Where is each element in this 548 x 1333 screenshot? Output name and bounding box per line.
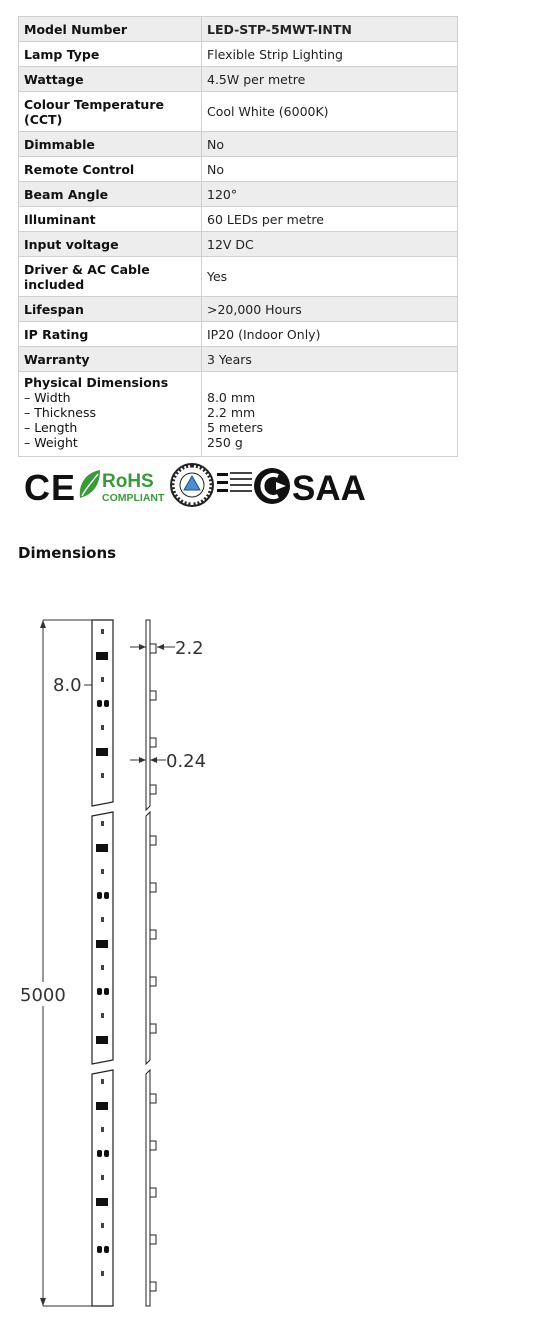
saa-logo: [254, 468, 366, 508]
spec-value: Cool White (6000K): [202, 92, 458, 132]
resistor-icon: [101, 1127, 104, 1132]
spec-row: [19, 92, 458, 132]
spec-label: Remote Control: [19, 157, 202, 182]
length-label: – Length: [24, 420, 78, 435]
spec-value: Flexible Strip Lighting: [202, 42, 458, 67]
spec-label: Lifespan: [19, 297, 202, 322]
side-led-icon: [150, 1188, 156, 1197]
led-chip-icon: [96, 844, 108, 852]
certification-logos: [20, 460, 368, 510]
side-led-icon: [150, 1024, 156, 1033]
spec-label: Beam Angle: [19, 182, 202, 207]
side-led-icon: [150, 1094, 156, 1103]
side-led-icon: [150, 644, 156, 653]
saa-text: SAA: [292, 469, 366, 508]
length-dimension: [20, 620, 92, 1306]
side-led-icon: [150, 1235, 156, 1244]
resistor-icon: [101, 1223, 104, 1228]
weight-label: – Weight: [24, 435, 78, 450]
side-led-icon: [150, 883, 156, 892]
resistor-icon: [101, 869, 104, 874]
spec-value: LED-STP-5MWT-INTN: [202, 17, 458, 42]
tuv-seal-icon: [171, 464, 213, 506]
led-chip-icon: [96, 1036, 108, 1044]
thickness-dim-label: 2.2: [175, 638, 204, 659]
resistor-icon: [101, 965, 104, 970]
rohs-compliant-text: COMPLIANT: [102, 492, 165, 504]
side-led-icon: [150, 691, 156, 700]
resistor-icon: [101, 629, 104, 634]
resistor-icon: [101, 821, 104, 826]
spec-row-physical: [19, 372, 458, 457]
spec-row: [19, 182, 458, 207]
spec-value: 4.5W per metre: [202, 67, 458, 92]
side-led-icon: [150, 738, 156, 747]
led-chip-icon: [96, 748, 108, 756]
spec-label: Warranty: [19, 347, 202, 372]
spec-row: [19, 132, 458, 157]
safety-approved-mark-icon: [217, 472, 252, 492]
rohs-logo: [80, 470, 165, 504]
spec-label: IP Rating: [19, 322, 202, 347]
thickness-dimension: [130, 638, 204, 659]
spec-row: [19, 42, 458, 67]
spec-label: Input voltage: [19, 232, 202, 257]
resistor-icon: [101, 1079, 104, 1084]
width-label: – Width: [24, 390, 71, 405]
spec-label: Driver & AC Cable included: [19, 257, 202, 297]
spec-value: 120°: [202, 182, 458, 207]
width-dim-label: 8.0: [53, 675, 82, 696]
dimensions-heading: Dimensions: [18, 544, 117, 562]
strip-front-view: [92, 620, 113, 1306]
spec-label: Illuminant: [19, 207, 202, 232]
physical-dimensions-header: Physical Dimensions: [24, 375, 169, 390]
resistor-icon: [101, 677, 104, 682]
spec-value: 3 Years: [202, 347, 458, 372]
spec-label: Wattage: [19, 67, 202, 92]
weight-value: 250 g: [207, 435, 243, 450]
ce-mark: CE: [24, 467, 77, 508]
spec-table: [18, 16, 458, 457]
spec-value: Yes: [202, 257, 458, 297]
side-led-icon: [150, 977, 156, 986]
spec-value: No: [202, 157, 458, 182]
pcb-thickness-dim-label: 0.24: [166, 751, 207, 772]
spec-row: [19, 67, 458, 92]
spec-value: 60 LEDs per metre: [202, 207, 458, 232]
led-chip-icon: [96, 652, 108, 660]
pcb-thickness-dimension: [130, 751, 206, 772]
resistor-icon: [101, 773, 104, 778]
spec-label: Colour Temperature (CCT): [19, 92, 202, 132]
physical-dimensions-values: [202, 372, 458, 457]
spec-row: [19, 257, 458, 297]
length-value: 5 meters: [207, 420, 264, 435]
thickness-value: 2.2 mm: [207, 405, 256, 420]
led-chip-icon: [96, 940, 108, 948]
spec-label: Lamp Type: [19, 42, 202, 67]
length-dim-label: 5000: [20, 985, 66, 1006]
spec-row: [19, 297, 458, 322]
resistor-icon: [101, 1271, 104, 1276]
spec-row: [19, 347, 458, 372]
spec-row: [19, 17, 458, 42]
rohs-text: RoHS: [102, 471, 154, 492]
spec-value: 12V DC: [202, 232, 458, 257]
side-led-icon: [150, 1141, 156, 1150]
side-led-icon: [150, 836, 156, 845]
spec-label: Dimmable: [19, 132, 202, 157]
resistor-icon: [101, 1175, 104, 1180]
side-led-icon: [150, 930, 156, 939]
spec-value: IP20 (Indoor Only): [202, 322, 458, 347]
strip-side-view: [146, 620, 156, 1306]
spec-value: No: [202, 132, 458, 157]
spec-label: Model Number: [19, 17, 202, 42]
thickness-label: – Thickness: [24, 405, 97, 420]
spec-row: [19, 207, 458, 232]
led-chip-icon: [96, 1102, 108, 1110]
side-led-icon: [150, 1282, 156, 1291]
spec-row: [19, 232, 458, 257]
resistor-icon: [101, 725, 104, 730]
dimension-drawing: [0, 590, 548, 1333]
spec-row: [19, 157, 458, 182]
width-value: 8.0 mm: [207, 390, 256, 405]
resistor-icon: [101, 1013, 104, 1018]
resistor-icon: [101, 917, 104, 922]
spec-row: [19, 322, 458, 347]
physical-dimensions-labels: [19, 372, 202, 457]
side-led-icon: [150, 785, 156, 794]
spec-value: >20,000 Hours: [202, 297, 458, 322]
led-chip-icon: [96, 1198, 108, 1206]
